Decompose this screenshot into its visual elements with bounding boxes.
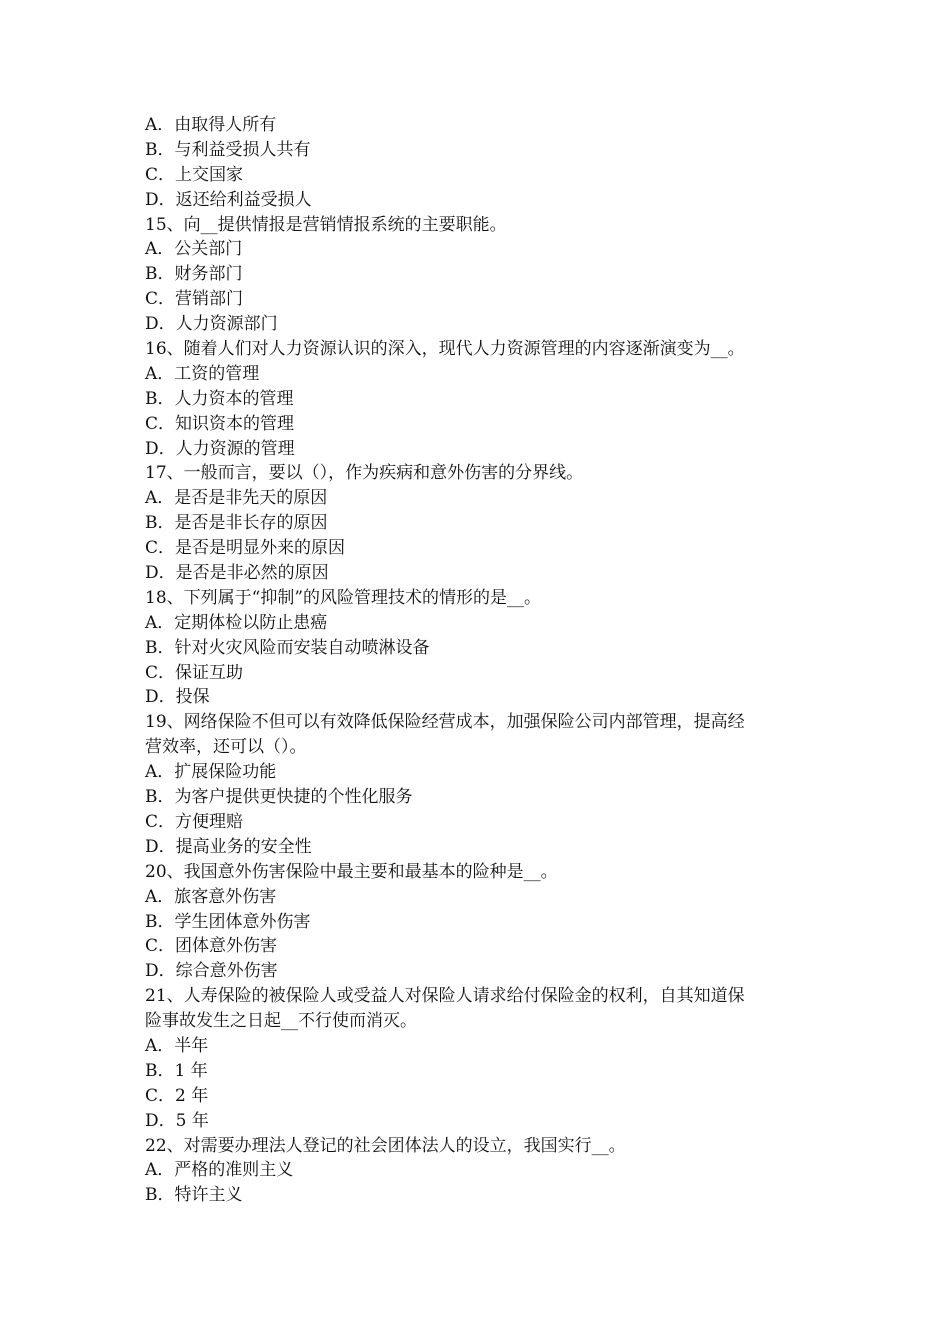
question-text: 16、随着人们对人力资源认识的深入，现代人力资源管理的内容逐渐演变为__。 <box>145 339 745 360</box>
preamble-options <box>145 113 825 213</box>
question-16 <box>145 337 825 461</box>
option-c: C．上交国家 <box>145 164 244 185</box>
option-a: A．公关部门 <box>145 239 243 260</box>
option-b: B．针对火灾风险而安装自动喷淋设备 <box>145 637 430 658</box>
question-text-continued: 险事故发生之日起__不行使而消灭。 <box>145 1011 417 1032</box>
option-c: C．营销部门 <box>145 289 244 310</box>
question-21 <box>145 984 825 1133</box>
option-b: B．与利益受损人共有 <box>145 139 311 160</box>
option-b: B．财务部门 <box>145 264 243 285</box>
option-a: A．严格的准则主义 <box>145 1160 294 1181</box>
option-b: B．为客户提供更快捷的个性化服务 <box>145 787 413 808</box>
option-d: D．5 年 <box>145 1110 209 1131</box>
option-a: A．工资的管理 <box>145 363 260 384</box>
question-19 <box>145 710 825 859</box>
question-text: 20、我国意外伤害保险中最主要和最基本的险种是__。 <box>145 861 558 882</box>
option-a: A．扩展保险功能 <box>145 762 277 783</box>
document-content <box>145 113 825 1208</box>
option-d: D．返还给利益受损人 <box>145 189 312 210</box>
option-a: A．旅客意外伤害 <box>145 886 277 907</box>
option-a: A．是否是非先天的原因 <box>145 488 328 509</box>
question-20 <box>145 860 825 984</box>
option-c: C．是否是明显外来的原因 <box>145 538 346 559</box>
question-17 <box>145 461 825 585</box>
question-text: 19、网络保险不但可以有效降低保险经营成本，加强保险公司内部管理，提高经 <box>145 712 745 733</box>
option-b: B．1 年 <box>145 1060 208 1081</box>
option-d: D．是否是非必然的原因 <box>145 563 329 584</box>
option-d: D．提高业务的安全性 <box>145 836 312 857</box>
option-b: B．学生团体意外伤害 <box>145 911 311 932</box>
option-b: B．是否是非长存的原因 <box>145 513 328 534</box>
question-text: 21、人寿保险的被保险人或受益人对保险人请求给付保险金的权利，自其知道保 <box>145 986 745 1007</box>
option-a: A．定期体检以防止患癌 <box>145 612 328 633</box>
question-15 <box>145 213 825 337</box>
option-d: D．人力资源的管理 <box>145 438 295 459</box>
question-text: 18、下列属于“抑制”的风险管理技术的情形的是__。 <box>145 587 542 608</box>
option-a: A．半年 <box>145 1035 209 1056</box>
option-c: C．2 年 <box>145 1085 209 1106</box>
option-c: C．保证互助 <box>145 662 244 683</box>
question-18 <box>145 586 825 710</box>
question-text: 22、对需要办理法人登记的社会团体法人的设立，我国实行__。 <box>145 1135 626 1156</box>
question-text-continued: 营效率，还可以（）。 <box>145 737 307 758</box>
option-b: B．人力资本的管理 <box>145 388 294 409</box>
option-b: B．特许主义 <box>145 1185 243 1206</box>
question-text: 15、向__提供情报是营销情报系统的主要职能。 <box>145 214 507 235</box>
option-a: A．由取得人所有 <box>145 115 277 135</box>
option-d: D．投保 <box>145 687 210 708</box>
option-c: C．方便理赔 <box>145 811 244 832</box>
question-22 <box>145 1134 825 1209</box>
option-d: D．人力资源部门 <box>145 314 278 335</box>
option-c: C．知识资本的管理 <box>145 413 295 434</box>
option-d: D．综合意外伤害 <box>145 961 278 982</box>
option-c: C．团体意外伤害 <box>145 936 278 957</box>
question-text: 17、一般而言，要以（），作为疾病和意外伤害的分界线。 <box>145 463 584 484</box>
